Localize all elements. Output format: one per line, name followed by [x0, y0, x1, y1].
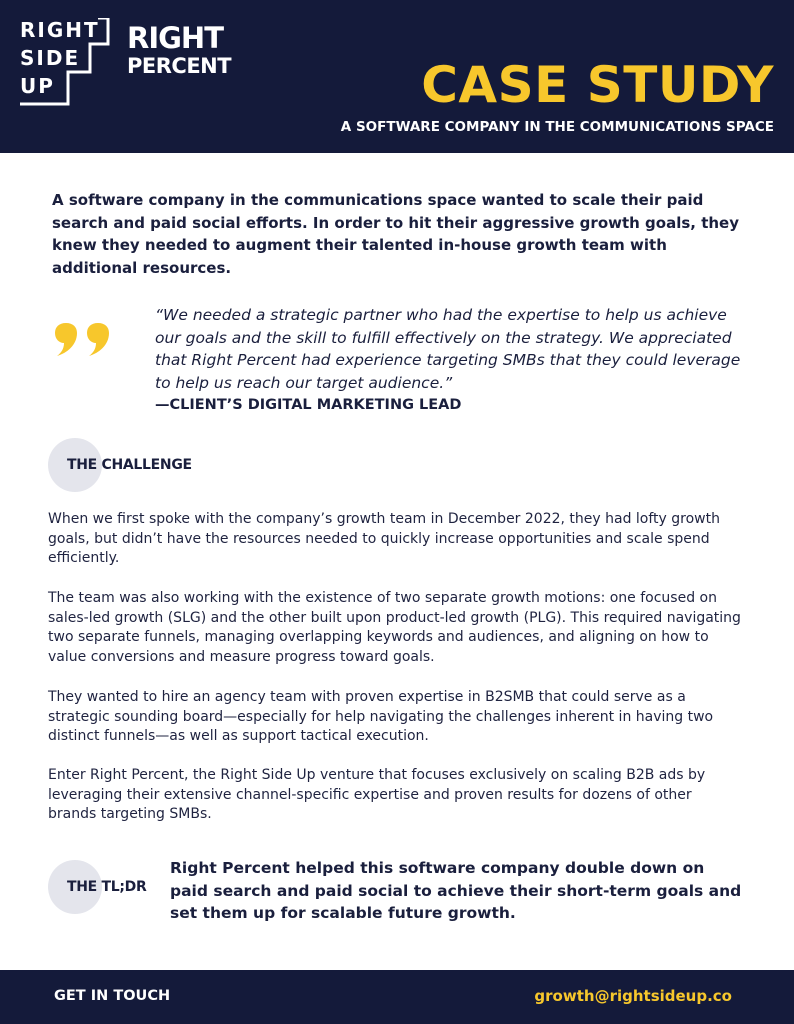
page-subtitle: A SOFTWARE COMPANY IN THE COMMUNICATIONS SPACE	[340, 119, 774, 135]
get-in-touch-label: GET IN TOUCH	[54, 988, 171, 1004]
contact-email-link[interactable]: growth@rightsideup.co	[534, 987, 732, 1005]
challenge-paragraph-2: The team was also working with the existence of two separate growth motions: one focused on sales-led growth (SLG) and the other built upon product-led growth (PLG). This required navigating two separate funnels, managing overlapping keywords and audiences, and aligning on how to value conversions and measure progress toward goals.	[48, 590, 741, 665]
quote-attribution: —CLIENT’S DIGITAL MARKETING LEAD	[155, 397, 462, 413]
challenge-paragraph-4: Enter Right Percent, the Right Side Up venture that focuses exclusively on scaling B2B ads by leveraging their extensive channel-specific expertise and proven results for dozens of other brands targeting SMBs.	[48, 767, 706, 823]
quote-marks-icon	[52, 320, 112, 360]
header-banner	[0, 0, 794, 153]
tldr-heading: THE TL;DR	[67, 879, 147, 895]
logo-rp-word-1: RIGHT	[127, 21, 223, 55]
tldr-summary: Right Percent helped this software company double down on paid search and paid social to achieve their short-term goals and set them up for scalable future growth.	[170, 859, 742, 922]
logo-rp-word-2: PERCENT	[127, 54, 232, 78]
challenge-heading: THE CHALLENGE	[67, 457, 192, 473]
logo-rsu-word-1: RIGHT	[20, 18, 100, 42]
challenge-paragraph-1: When we first spoke with the company’s growth team in December 2022, they had lofty growth goals, but didn’t have the resources needed to quickly increase opportunities and scale spend efficiently.	[48, 511, 720, 567]
client-quote: “We needed a strategic partner who had the expertise to help us achieve our goals and the skill to fulfill effectively on the strategy. We appreciated that Right Percent had experience targeting SMBs that they could leverage to help us reach our target audience.”	[155, 306, 741, 392]
logo-rsu-word-2: SIDE	[20, 46, 81, 70]
right-side-up-logo	[20, 18, 115, 108]
logo-rsu-word-3: UP	[20, 74, 55, 98]
page-title: CASE STUDY	[421, 56, 774, 114]
intro-paragraph: A software company in the communications space wanted to scale their paid search and paid social efforts. In order to hit their aggressive growth goals, they knew they needed to augment their talented in-house growth team with additional resources.	[52, 191, 740, 277]
right-percent-logo	[125, 18, 255, 78]
footer-banner	[0, 970, 794, 1024]
challenge-paragraph-3: They wanted to hire an agency team with proven expertise in B2SMB that could serve as a strategic sounding board—especially for help navigating the challenges inherent in having two distinct funnels—as well as support tactical execution.	[48, 689, 714, 745]
